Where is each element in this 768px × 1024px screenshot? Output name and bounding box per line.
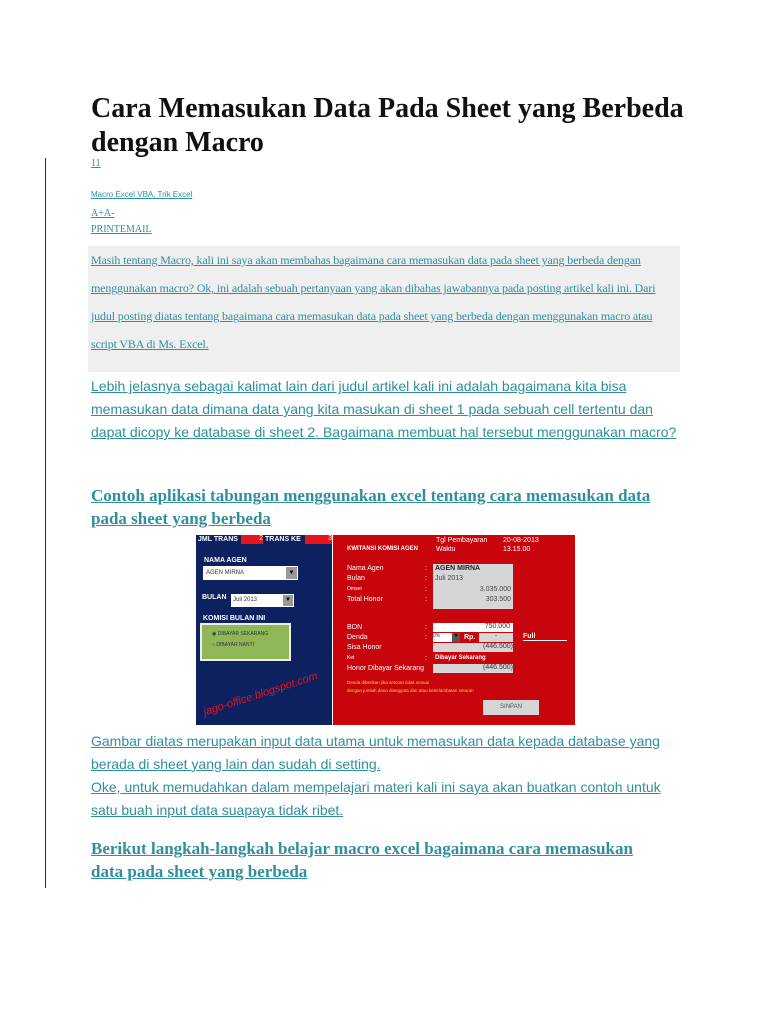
denda-label: Denda [347,634,368,641]
sisa-label: Sisa Honor [347,644,382,651]
note-line: Denda diberikan jika setoran tidak sesuai [347,680,430,685]
section-heading-1 [91,484,731,530]
text-line: memasukan data dimana data yang kita masukan di sheet 1 pada sebuah cell tertentu dan [91,401,653,417]
font-size-link[interactable]: A+A- [91,208,115,219]
note-line: dengan jumlah dana dianggota dan atau keterlambatan setoran [347,688,474,693]
left-rule [45,158,46,888]
paragraph-1 [91,375,711,444]
komisi-radio-group [200,623,291,661]
paragraph-2 [91,730,711,822]
row-label: Nama Agen [347,565,384,572]
row-label: Omset [347,586,362,592]
bulan-label: BULAN [202,594,227,601]
full-label: Full [523,633,567,641]
chevron-down-icon: ▼ [452,633,460,642]
row-value: 303.500 [485,596,511,603]
waktu-label: Waktu [436,546,456,553]
trans-ke-label: TRANS KE [265,536,301,543]
row-value: AGEN MIRNA [435,565,481,572]
section-heading-2 [91,837,731,883]
heading-line: data pada sheet yang berbeda [91,862,308,881]
input-panel [196,535,332,725]
row-label: Total Honor [347,596,383,603]
honor-value: (446.500) [433,664,513,673]
text-line: Lebih jelasnya sebagai kalimat lain dari judul artikel kali ini adalah bagaimana kita bisa [91,378,627,394]
radio-dibayar-sekarang[interactable]: ◉ DIBAYAR SEKARANG [212,631,269,637]
save-button[interactable]: SINPAN [483,700,539,715]
heading-line: Contoh aplikasi tabungan menggunakan excel tentang cara memasukan data [91,486,651,505]
tgl-value: 20-08-2013 [503,537,539,544]
text-line: berada di sheet yang lain dan sudah di setting. [91,756,381,772]
quote-line: script VBA di Ms. Excel. [91,337,209,351]
sisa-value: (446.500) [433,643,513,652]
print-email-link[interactable]: PRINTEMAIL [91,224,152,235]
denda-value: - [479,633,513,642]
receipt-title: KWITANSI KOMISI AGEN [347,546,418,552]
receipt-panel: Tgl Pembayaran 20-08-2013 KWITANSI KOMISI AGEN Waktu 13.15.00 Nama Agen : AGEN MIRNA Bulan : Juli 2013 Omset : 3.035.000 Total Honor : 303.500 BON : 750.000 Denda : 0% ▼ Rp. - Full Sisa Honor (446.500) Ket : Dibayar Sekarang Honor Dibayar Sekarang (446.500) Denda diberikan jika setoran tidak sesuai dengan jumlah dana dianggota dan atau keterlambatan setoran SINPAN [333,535,575,725]
jml-trans-value: 2 [241,535,263,544]
jml-trans-label: JML TRANS [198,536,238,543]
comment-count-link[interactable]: 11 [91,158,101,169]
denda-percent-select[interactable]: 0% ▼ [433,633,460,642]
quote-line: menggunakan macro? Ok, ini adalah sebuah pertanyaan yang akan dibahas jawabannya pada posting artikel kali ini. Dari [91,281,656,295]
text-line: dapat dicopy ke database di sheet 2. Bagaimana membuat hal tersebut menggunakan macro? [91,424,677,440]
ket-label: Ket [347,655,355,661]
ket-value: Dibayar Sekarang [435,655,486,661]
trans-ke-value: 3 [305,535,332,544]
bulan-select[interactable]: Juli 2013 ▼ [231,594,294,607]
nama-agen-select[interactable]: AGEN MIRNA ▼ [203,566,298,580]
rp-label: Rp. [464,634,476,641]
bon-label: BON [347,624,363,631]
watermark: jago-office.blogspot.com [202,670,320,719]
heading-line: Berikut langkah-langkah belajar macro excel bagaimana cara memasukan [91,839,633,858]
chevron-down-icon: ▼ [283,595,293,606]
waktu-value: 13.15.00 [503,546,531,553]
radio-dibayar-nanti[interactable]: ○ DIBAYAR NANTI [212,642,255,648]
quote-line: judul posting diatas tentang bagaimana cara memasukan data pada sheet yang berbeda dengan menggunakan macro atau [91,309,653,323]
row-label: Bulan [347,575,365,582]
quote-line: Masih tentang Macro, kali ini saya akan membahas bagaimana cara memasukan data pada sheet yang berbeda dengan [91,253,641,267]
category-links[interactable]: Macro Excel VBA, Trik Excel [91,190,193,199]
text-line: satu buah input data suapaya tidak ribet. [91,802,344,818]
bon-input[interactable]: 750.000 [433,623,513,632]
row-value: 3.035.000 [479,586,511,593]
text-line: Oke, untuk memudahkan dalam mempelajari materi kali ini saya akan buatkan contoh untuk [91,779,661,795]
heading-line: pada sheet yang berbeda [91,509,271,528]
komisi-label: KOMISI BULAN INI [203,615,266,622]
excel-screenshot [196,535,575,725]
tgl-label: Tgl Pembayaran [436,537,488,544]
honor-label: Honor Dibayar Sekarang [347,665,425,672]
nama-agen-label: NAMA AGEN [204,557,247,564]
intro-quote [88,246,680,372]
page-title: Cara Memasukan Data Pada Sheet yang Berbeda dengan Macro [91,93,684,158]
row-value: Juli 2013 [435,575,464,582]
text-line: Gambar diatas merupakan input data utama untuk memasukan data kepada database yang [91,733,660,749]
chevron-down-icon: ▼ [286,567,297,579]
